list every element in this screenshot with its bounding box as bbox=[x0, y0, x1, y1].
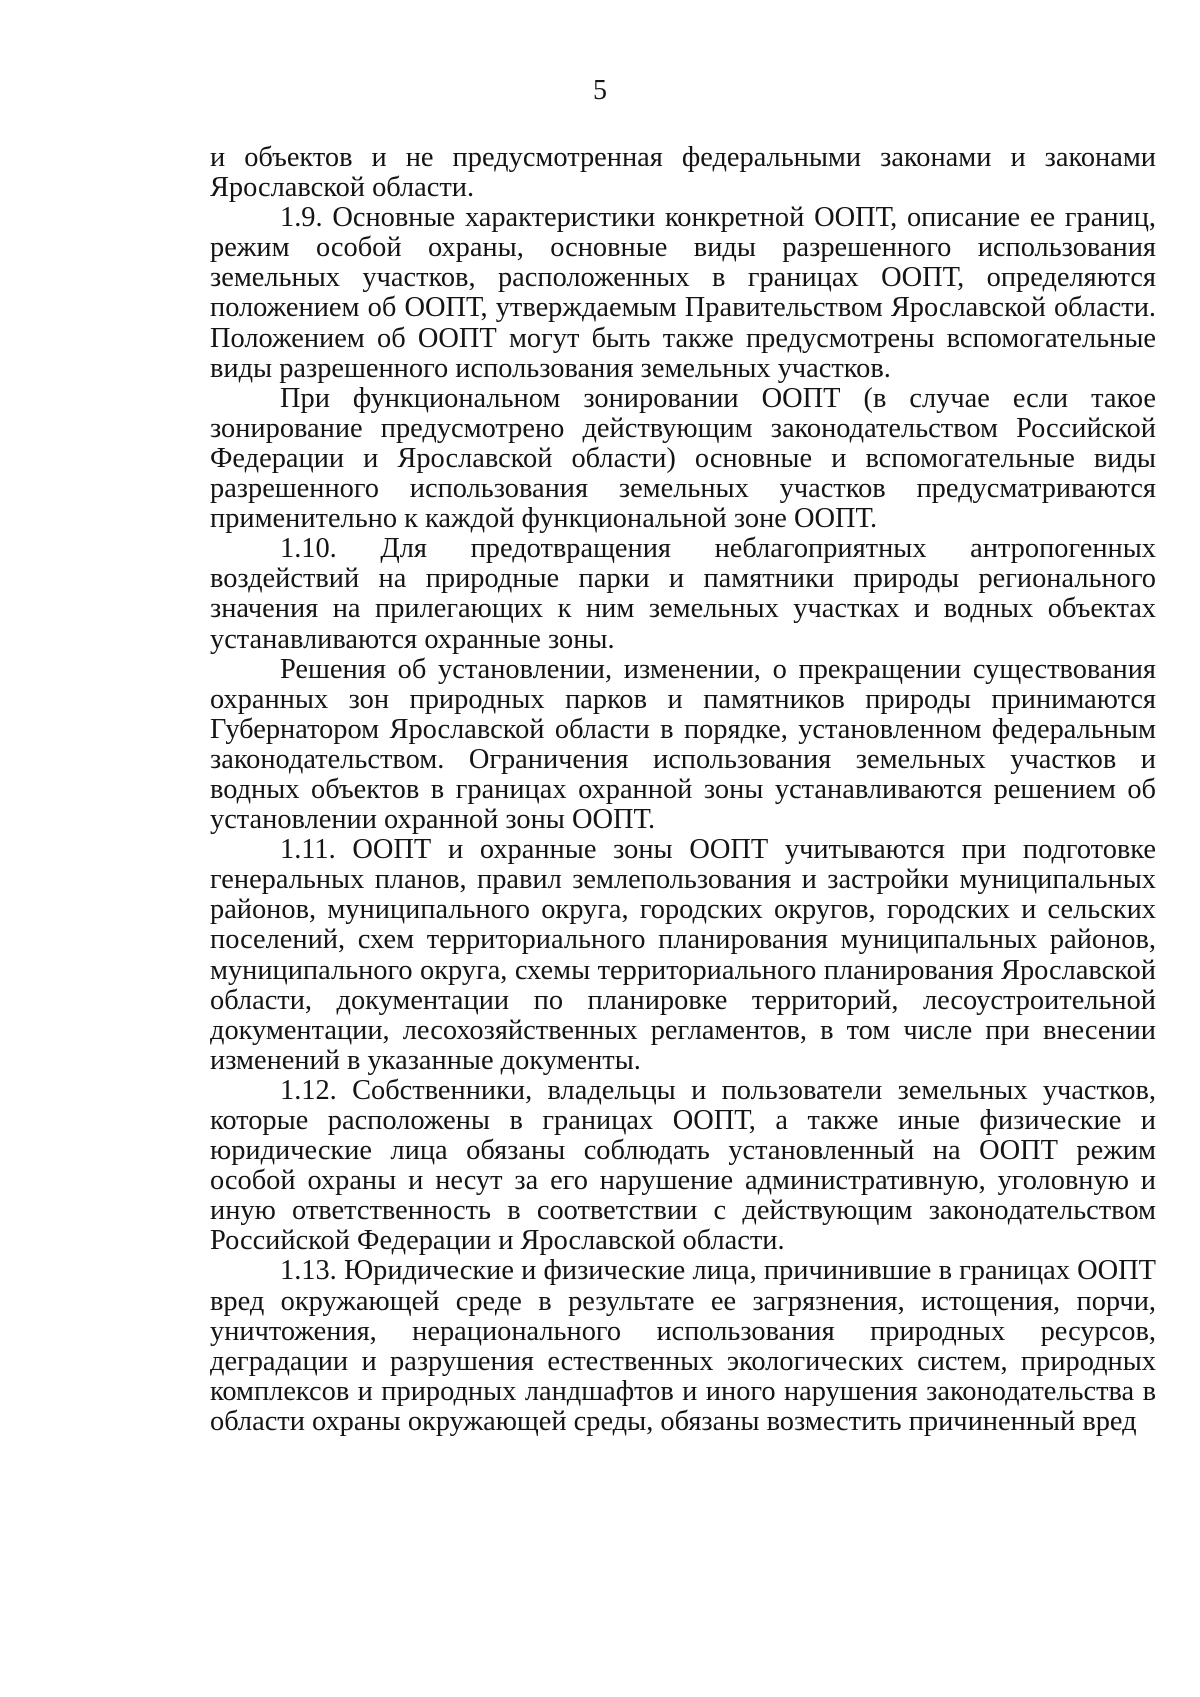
paragraph-1-12: 1.12. Собственники, владельцы и пользователи земельных участков, которые расположены в границах ООПТ, а также иные физические и юридические лица обязаны соблюдать установленный на ООПТ режим особой охраны и несут за его нарушение административную, уголовную и иную ответственность в соответствии с действующим законодательством Российской Федерации и Ярославской области. bbox=[210, 1074, 1156, 1257]
page-number: 5 bbox=[593, 75, 607, 106]
paragraph-1-13: 1.13. Юридические и физические лица, причинившие в границах ООПТ вред окружающей среде в результате ее загрязнения, истощения, порчи, уничтожения, нерационального использования природных ресурсов, деградации и разрушения естественных экологических систем, природных комплексов и природных ландшафтов и иного нарушения законодательства в области охраны окружающей среды, обязаны возместить причиненный вред bbox=[210, 1255, 1156, 1437]
paragraph-1-9: 1.9. Основные характеристики конкретной ООПТ, описание ее границ, режим особой охраны, основные виды разрешенного использования земельных участков, расположенных в границах ООПТ, определяются положением об ООПТ, утверждаемым Правительством Ярославской области. Положением об ООПТ могут быть также предусмотрены вспомогательные виды разрешенного использования земельных участков. bbox=[210, 202, 1156, 384]
paragraph-functional-zoning: При функциональном зонировании ООПТ (в случае если такое зонирование предусмотрено действующим законодательством Российской Федерации и Ярославской области) основные и вспомогательные виды разрешенного использования земельных участков предусматриваются применительно к каждой функциональной зоне ООПТ. bbox=[210, 382, 1156, 535]
paragraph-1-10: 1.10. Для предотвращения неблагоприятных антропогенных воздействий на природные парки и памятники природы регионального значения на прилегающих к ним земельных участках и водных объектах устанавливаются охранные зоны. bbox=[210, 533, 1156, 655]
paragraph-1-11: 1.11. ООПТ и охранные зоны ООПТ учитываются при подготовке генеральных планов, правил землепользования и застройки муниципальных районов, муниципального округа, городских округов, городских и сельских поселений, схем территориального планирования муниципальных районов, муниципального округа, схемы территориального планирования Ярославской области, документации по планировке территорий, лесоустроительной документации, лесохозяйственных регламентов, в том числе при внесении изменений в указанные документы. bbox=[210, 834, 1156, 1076]
paragraph-continuation: и объектов и не предусмотренная федеральными законами и законами Ярославской области. bbox=[210, 142, 1156, 204]
paragraph-protection-zones-decisions: Решения об установлении, изменении, о прекращении существования охранных зон природных парков и памятников природы принимаются Губернатором Ярославской области в порядке, установленном федеральным законодательством. Ограничения использования земельных участков и водных объектов в границах охранной зоны устанавливаются решением об установлении охранной зоны ООПТ. bbox=[210, 653, 1156, 836]
document-body bbox=[210, 143, 1156, 1437]
